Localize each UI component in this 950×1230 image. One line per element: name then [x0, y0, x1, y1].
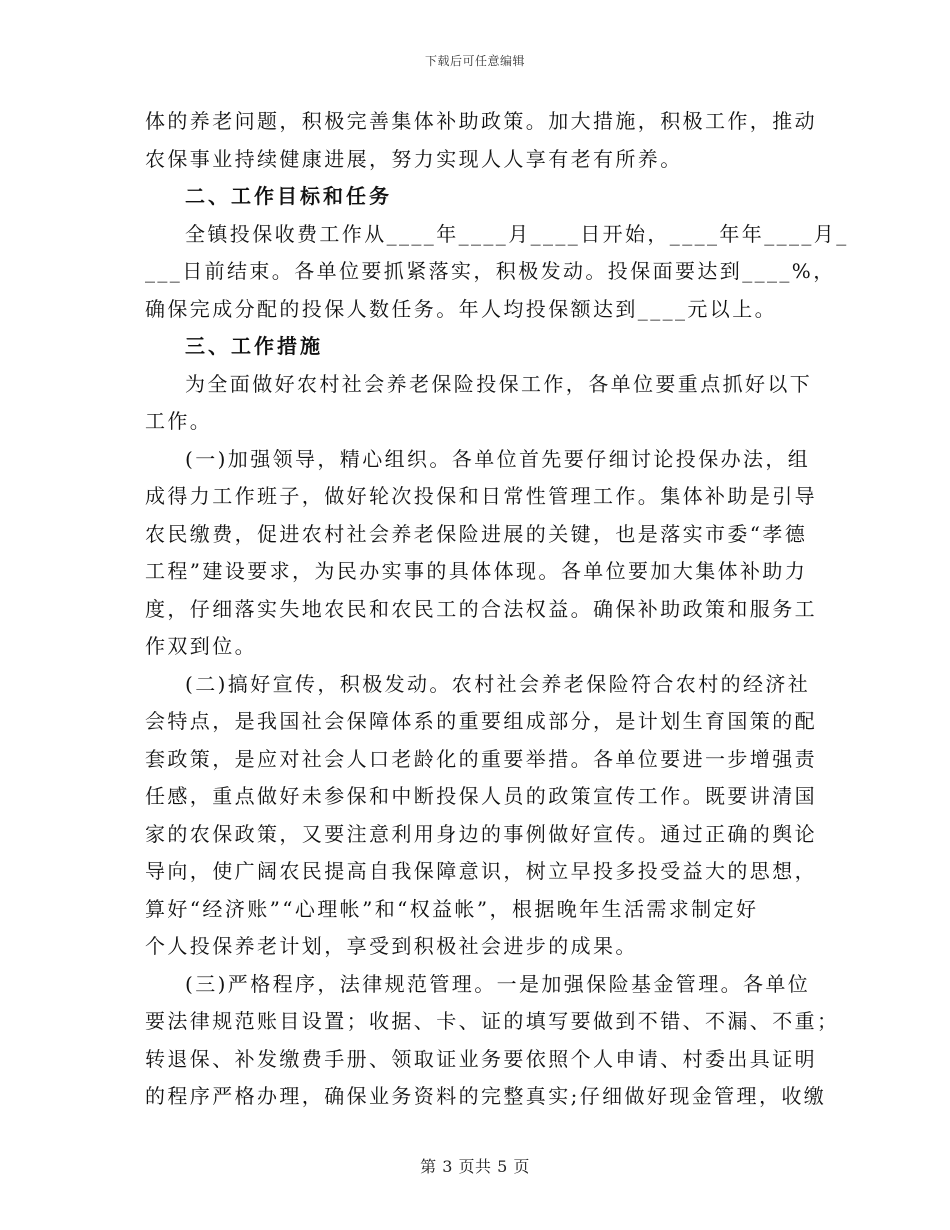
page-footer: 第 3 页共 5 页 — [420, 1157, 530, 1176]
paragraph-line: 个人投保养老计划，享受到积极社会进步的成果。 — [145, 934, 638, 958]
paragraph-line: 度，仔细落实失地农民和农民工的合法权益。确保补助政策和服务工 — [145, 596, 817, 621]
paragraph-line: ___日前结束。各单位要抓紧落实，积极发动。投保面要达到____%， — [145, 259, 836, 283]
paragraph-line: 确保完成分配的投保人数任务。年人均投保额达到____元以上。 — [145, 296, 777, 321]
page-header: 下载后可任意编辑 — [424, 54, 525, 68]
paragraph-line: 作双到位。 — [145, 634, 257, 658]
paragraph-line: 导向，使广阔农民提高自我保障意识，树立早投多投受益大的思想， — [145, 859, 817, 883]
paragraph-line: 转退保、补发缴费手册、领取证业务要依照个人申请、村委出具证明 — [145, 1046, 817, 1071]
paragraph-line: 要法律规范账目设置；收据、卡、证的填写要做到不错、不漏、不重； — [145, 1009, 840, 1033]
paragraph-line: 为全面做好农村社会养老保险投保工作，各单位要重点抓好以下 — [185, 371, 813, 396]
paragraph-line: 农保事业持续健康进展，努力实现人人享有老有所养。 — [145, 146, 683, 171]
paragraph-line: (二)搞好宣传，积极发动。农村社会养老保险符合农村的经济社 — [185, 671, 811, 696]
paragraph-line: 算好“经济账”“心理帐”和“权益帐”，根据晚年生活需求制定好 — [145, 896, 759, 921]
paragraph-line: (一)加强领导，精心组织。各单位首先要仔细讨论投保办法，组 — [185, 446, 811, 471]
section-heading: 二、工作目标和任务 — [185, 184, 392, 208]
paragraph-line: 任感，重点做好未参保和中断投保人员的政策宣传工作。既要讲清国 — [145, 784, 817, 808]
document-body — [145, 103, 849, 1116]
section-heading: 三、工作措施 — [185, 334, 323, 358]
paragraph-line: 全镇投保收费工作从____年____月____日开始，____年年____月_ — [185, 221, 849, 246]
paragraph-line: 工作。 — [145, 409, 213, 433]
paragraph-line: 工程”建设要求，为民办实事的具体体现。各单位要加大集体补助力 — [145, 559, 808, 583]
paragraph-line: (三)严格程序，法律规范管理。一是加强保险基金管理。各单位 — [185, 971, 811, 996]
paragraph-line: 会特点，是我国社会保障体系的重要组成部分，是计划生育国策的配 — [145, 709, 817, 733]
paragraph-line: 成得力工作班子，做好轮次投保和日常性管理工作。集体补助是引导 — [145, 484, 817, 508]
paragraph-line: 家的农保政策，又要注意利用身边的事例做好宣传。通过正确的舆论 — [145, 821, 817, 846]
paragraph-line: 体的养老问题，积极完善集体补助政策。加大措施，积极工作，推动 — [145, 109, 817, 133]
paragraph-line: 的程序严格办理，确保业务资料的完整真实;仔细做好现金管理，收缴 — [145, 1084, 827, 1108]
paragraph-line: 套政策，是应对社会人口老龄化的重要举措。各单位要进一步增强责 — [145, 746, 817, 771]
paragraph-line: 农民缴费，促进农村社会养老保险进展的关键，也是落实市委“孝德 — [145, 521, 808, 546]
